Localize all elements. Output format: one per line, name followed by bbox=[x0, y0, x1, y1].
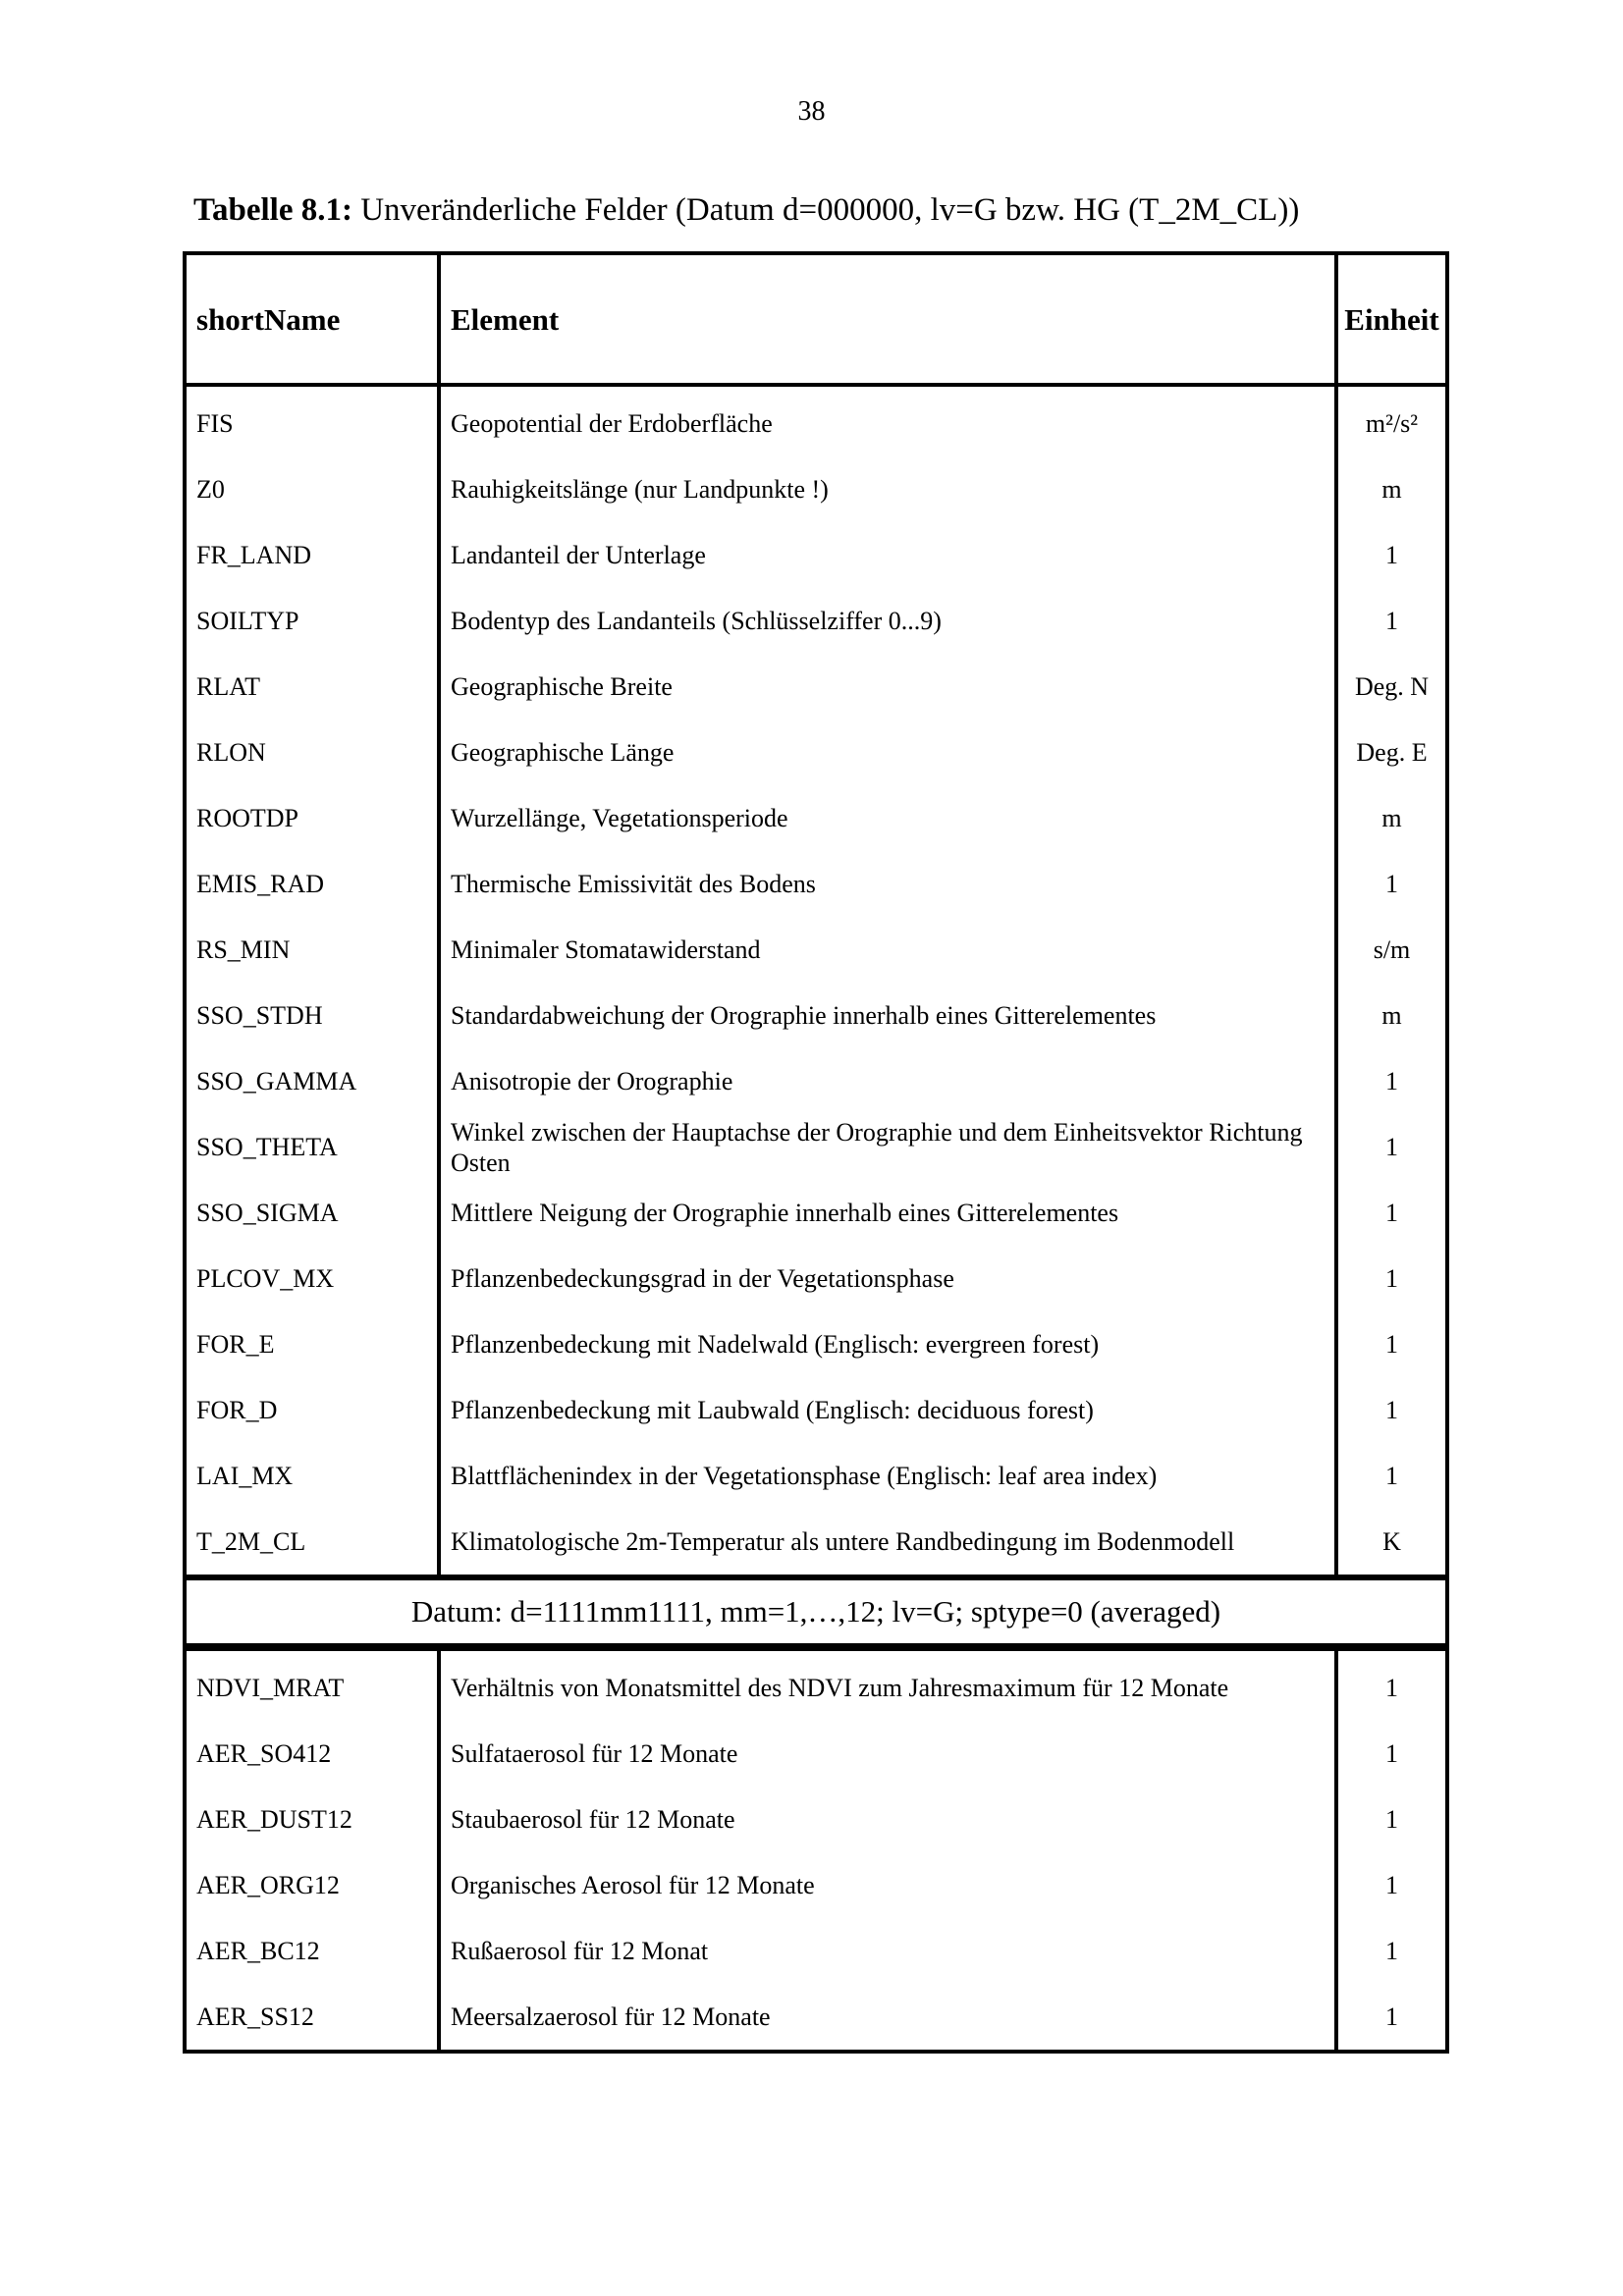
table-row bbox=[187, 1651, 1445, 1721]
cell-element: Pflanzenbedeckung mit Laubwald (Englisch: deciduous forest) bbox=[439, 1377, 1336, 1443]
cell-unit: 1 bbox=[1385, 1805, 1398, 1834]
cell-shortname: Z0 bbox=[187, 456, 439, 522]
cell-shortname: ROOTDP bbox=[187, 785, 439, 851]
cell-shortname: SSO_GAMMA bbox=[187, 1048, 439, 1114]
cell-shortname: SOILTYP bbox=[187, 588, 439, 654]
table-row bbox=[187, 385, 1445, 456]
cell-unit: m²/s² bbox=[1365, 409, 1419, 438]
cell-unit: 1 bbox=[1385, 1462, 1398, 1490]
table-caption bbox=[193, 192, 1299, 229]
cell-element: Meersalzaerosol für 12 Monate bbox=[439, 1984, 1336, 2050]
cell-unit: m bbox=[1381, 804, 1402, 832]
table-row bbox=[187, 1918, 1445, 1984]
cell-unit: 1 bbox=[1385, 607, 1398, 635]
cell-element: Winkel zwischen der Hauptachse der Orographie und dem Einheitsvektor Richtung Osten bbox=[439, 1114, 1336, 1180]
cell-element: Pflanzenbedeckungsgrad in der Vegetationsphase bbox=[439, 1246, 1336, 1311]
cell-shortname: AER_SS12 bbox=[187, 1984, 439, 2050]
cell-element: Verhältnis von Monatsmittel des NDVI zum Jahresmaximum für 12 Monate bbox=[439, 1651, 1336, 1721]
cell-element: Thermische Emissivität des Bodens bbox=[439, 851, 1336, 917]
cell-element: Klimatologische 2m-Temperatur als untere Randbedingung im Bodenmodell bbox=[439, 1509, 1336, 1575]
caption-label: Tabelle 8.1: bbox=[193, 192, 352, 228]
table-row bbox=[187, 785, 1445, 851]
cell-shortname: LAI_MX bbox=[187, 1443, 439, 1509]
cell-unit: m bbox=[1381, 475, 1402, 504]
cell-element: Geographische Länge bbox=[439, 720, 1336, 785]
cell-unit: 1 bbox=[1385, 870, 1398, 898]
cell-shortname: SSO_STDH bbox=[187, 983, 439, 1048]
table-row bbox=[187, 1852, 1445, 1918]
cell-element: Geopotential der Erdoberfläche bbox=[439, 385, 1336, 456]
cell-shortname: AER_BC12 bbox=[187, 1918, 439, 1984]
cell-unit: 1 bbox=[1385, 1739, 1398, 1768]
table-row bbox=[187, 1246, 1445, 1311]
cell-element: Mittlere Neigung der Orographie innerhalb eines Gitterelementes bbox=[439, 1180, 1336, 1246]
cell-unit: 1 bbox=[1385, 1133, 1398, 1161]
cell-unit: 1 bbox=[1385, 1396, 1398, 1424]
fields-table-monthly bbox=[183, 1647, 1449, 2054]
cell-shortname: FOR_E bbox=[187, 1311, 439, 1377]
datum-row: Datum: d=1111mm1111, mm=1,…,12; lv=G; sptype=0 (averaged) bbox=[183, 1576, 1449, 1647]
cell-shortname: NDVI_MRAT bbox=[187, 1651, 439, 1721]
table-row bbox=[187, 1443, 1445, 1509]
cell-element: Bodentyp des Landanteils (Schlüsselziffer 0...9) bbox=[439, 588, 1336, 654]
cell-unit: Deg. E bbox=[1356, 738, 1428, 767]
cell-element: Standardabweichung der Orographie innerhalb eines Gitterelementes bbox=[439, 983, 1336, 1048]
table-row bbox=[187, 456, 1445, 522]
cell-unit: K bbox=[1382, 1527, 1401, 1556]
table-row bbox=[187, 654, 1445, 720]
table-header-row bbox=[187, 255, 1445, 385]
cell-shortname: PLCOV_MX bbox=[187, 1246, 439, 1311]
table-row bbox=[187, 720, 1445, 785]
cell-unit: 1 bbox=[1385, 1937, 1398, 1965]
cell-element: Wurzellänge, Vegetationsperiode bbox=[439, 785, 1336, 851]
cell-shortname: T_2M_CL bbox=[187, 1509, 439, 1575]
header-shortname: shortName bbox=[187, 255, 439, 385]
caption-text: Unveränderliche Felder (Datum d=000000, lv=G bzw. HG (T_2M_CL)) bbox=[352, 192, 1300, 228]
table-row bbox=[187, 983, 1445, 1048]
cell-unit: 1 bbox=[1385, 1674, 1398, 1702]
cell-unit: m bbox=[1381, 1001, 1402, 1030]
cell-element: Organisches Aerosol für 12 Monate bbox=[439, 1852, 1336, 1918]
cell-shortname: AER_ORG12 bbox=[187, 1852, 439, 1918]
cell-unit: 1 bbox=[1385, 1871, 1398, 1899]
cell-element: Sulfataerosol für 12 Monate bbox=[439, 1721, 1336, 1787]
table-row bbox=[187, 1311, 1445, 1377]
table-row bbox=[187, 588, 1445, 654]
header-einheit: Einheit bbox=[1336, 255, 1445, 385]
table-row bbox=[187, 1048, 1445, 1114]
cell-shortname: RS_MIN bbox=[187, 917, 439, 983]
cell-unit: 1 bbox=[1385, 541, 1398, 569]
cell-shortname: AER_SO412 bbox=[187, 1721, 439, 1787]
cell-shortname: FOR_D bbox=[187, 1377, 439, 1443]
cell-shortname: SSO_SIGMA bbox=[187, 1180, 439, 1246]
table-row bbox=[187, 1509, 1445, 1575]
table-row bbox=[187, 1377, 1445, 1443]
cell-element: Pflanzenbedeckung mit Nadelwald (Englisch: evergreen forest) bbox=[439, 1311, 1336, 1377]
cell-element: Minimaler Stomatawiderstand bbox=[439, 917, 1336, 983]
cell-unit: 1 bbox=[1385, 1264, 1398, 1293]
cell-element: Blattflächenindex in der Vegetationsphase (Englisch: leaf area index) bbox=[439, 1443, 1336, 1509]
cell-shortname: FR_LAND bbox=[187, 522, 439, 588]
cell-unit: 1 bbox=[1385, 1067, 1398, 1095]
table-row bbox=[187, 851, 1445, 917]
cell-unit: Deg. N bbox=[1354, 672, 1430, 701]
cell-element: Anisotropie der Orographie bbox=[439, 1048, 1336, 1114]
table-row bbox=[187, 1787, 1445, 1852]
table-row bbox=[187, 917, 1445, 983]
cell-shortname: AER_DUST12 bbox=[187, 1787, 439, 1852]
cell-element: Geographische Breite bbox=[439, 654, 1336, 720]
cell-unit: 1 bbox=[1385, 1199, 1398, 1227]
table-row bbox=[187, 1114, 1445, 1180]
cell-element: Staubaerosol für 12 Monate bbox=[439, 1787, 1336, 1852]
table-row bbox=[187, 1180, 1445, 1246]
cell-element: Rußaerosol für 12 Monat bbox=[439, 1918, 1336, 1984]
cell-shortname: RLON bbox=[187, 720, 439, 785]
cell-shortname: RLAT bbox=[187, 654, 439, 720]
cell-unit: 1 bbox=[1385, 2002, 1398, 2031]
table-row bbox=[187, 1721, 1445, 1787]
cell-element: Landanteil der Unterlage bbox=[439, 522, 1336, 588]
cell-shortname: SSO_THETA bbox=[187, 1114, 439, 1180]
cell-unit: s/m bbox=[1373, 935, 1411, 964]
cell-element: Rauhigkeitslänge (nur Landpunkte !) bbox=[439, 456, 1336, 522]
table-row bbox=[187, 522, 1445, 588]
fields-table-static bbox=[183, 251, 1449, 1578]
page-number: 38 bbox=[797, 96, 826, 127]
cell-shortname: FIS bbox=[187, 385, 439, 456]
cell-unit: 1 bbox=[1385, 1330, 1398, 1359]
header-element: Element bbox=[439, 255, 1336, 385]
cell-shortname: EMIS_RAD bbox=[187, 851, 439, 917]
table-row bbox=[187, 1984, 1445, 2050]
